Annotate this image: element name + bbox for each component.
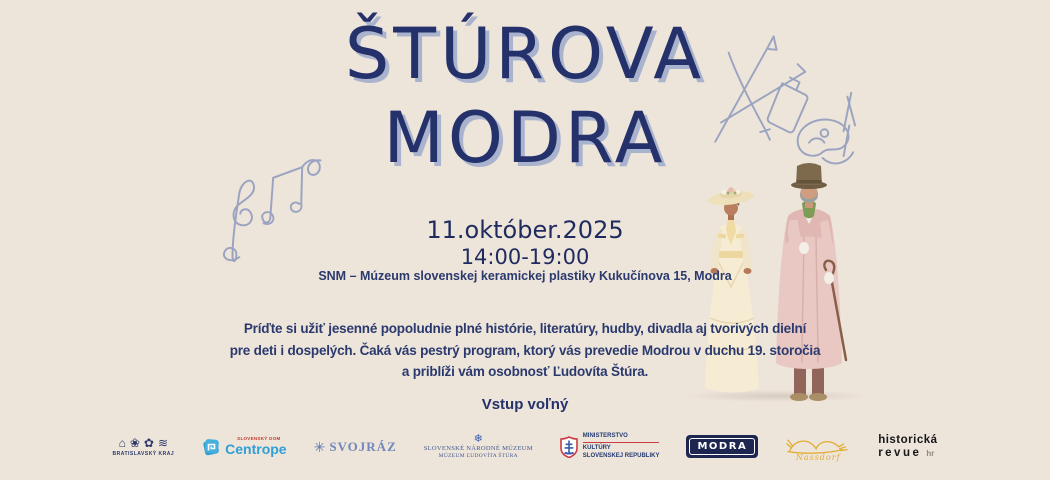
revue-line-2: revue	[878, 446, 922, 459]
waves-icon: ≋	[157, 435, 169, 450]
description-line: a priblíži vám osobnosť Ľudovíta Štúra.	[401, 364, 649, 379]
centrope-square-icon	[201, 437, 221, 457]
castle-icon: ⌂	[118, 435, 126, 450]
sun-flower-icon: ✿	[143, 435, 154, 450]
rosette-icon: ✳	[313, 438, 326, 455]
ministry-line-1: MINISTERSTVO	[583, 432, 660, 443]
title-line-1: ŠTÚROVA	[344, 13, 706, 95]
centrope-label: Centrope	[225, 441, 287, 458]
logo-bratislavsky-kraj	[112, 437, 174, 457]
revue-hr-badge: hr	[926, 448, 935, 458]
event-date: 11.október.2025	[426, 216, 624, 244]
description-line: Príďte si užiť jesenné popoludnie plné histórie, literatúry, hudby, divadla aj tvorivých dielní	[243, 321, 807, 336]
bratislavsky-kraj-label: BRATISLAVSKÝ KRAJ	[112, 450, 175, 457]
title-line-2: MODRA	[383, 97, 667, 179]
logo-ministry-of-culture	[560, 432, 660, 461]
logo-centrope	[201, 437, 286, 457]
svojraz-label: SVOJRÁZ	[329, 438, 397, 454]
event-time: 14:00-19:00	[460, 245, 590, 269]
revue-line-1: historická	[878, 434, 938, 447]
partner-logo-row	[0, 431, 1050, 462]
event-description	[0, 318, 1050, 383]
event-venue: SNM – Múzeum slovenskej keramickej plastiky Kukučínova 15, Modra	[318, 269, 732, 283]
flower-icon: ❀	[129, 435, 140, 450]
bratislavsky-kraj-icons	[119, 437, 168, 449]
snm-line-1: SLOVENSKÉ NÁRODNÉ MÚZEUM	[423, 444, 533, 452]
page-title	[0, 12, 1050, 180]
logo-snm-museum	[424, 434, 533, 460]
ministry-line-2: KULTÚRY	[582, 444, 611, 451]
slovak-coat-of-arms-icon	[560, 436, 578, 458]
centrope-small-label: SLOVENSKÝ DOM	[237, 435, 281, 441]
snm-line-2: MÚZEUM ĽUDOVÍTA ŠTÚRA	[438, 452, 518, 459]
free-entry-label: Vstup voľný	[481, 396, 569, 413]
snowflake-icon: ❄	[473, 432, 483, 445]
logo-nassdorf	[785, 431, 851, 462]
ministry-line-3: SLOVENSKEJ REPUBLIKY	[582, 453, 660, 460]
logo-svojraz	[314, 439, 397, 455]
description-line: pre deti i dospelých. Čaká vás pestrý program, ktorý vás prevedie Modrou v duchu 19. storočia	[229, 342, 821, 358]
logo-historicka-revue	[878, 434, 937, 458]
modra-label: MODRA	[689, 438, 755, 455]
logo-modra	[686, 435, 758, 458]
nassdorf-label: Nassdorf	[795, 453, 841, 462]
